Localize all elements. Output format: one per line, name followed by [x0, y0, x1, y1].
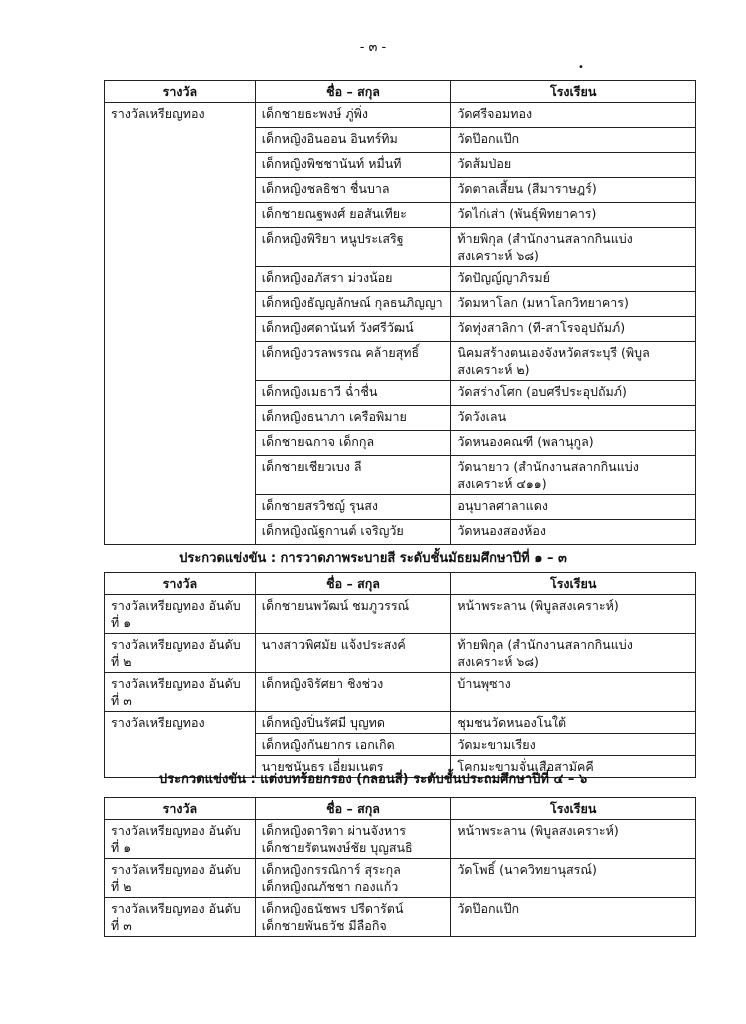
- school-cell: วัดหนองคณฑี (พลานุกูล): [451, 431, 696, 456]
- name-cell: เด็กหญิงจิรัศยา ชิงช่วง: [255, 673, 451, 712]
- school-cell: วัดนายาว (สำนักงานสลากกินแบ่ง สงเคราะห์ ๔๑๑): [451, 456, 696, 495]
- school-cell: วัดศรีจอมทอง: [451, 103, 696, 128]
- student-name-2: เด็กชายรัตนพงษ์ชัย บุญสนธิ: [261, 840, 413, 855]
- student-name-1: เด็กหญิงกรรณิการ์ สุระกุล: [261, 862, 401, 877]
- award-cell: รางวัลเหรียญทอง อันดับที่ ๒: [105, 634, 256, 673]
- school-cell: วัดหนองสองห้อง: [451, 520, 696, 545]
- name-cell: เด็กหญิงธนาภา เครือพิมาย: [255, 406, 451, 431]
- school-cell: วัดวังเลน: [451, 406, 696, 431]
- student-name-2: เด็กหญิงณภัชชา กองแก้ว: [261, 879, 399, 894]
- names-cell: [255, 859, 451, 898]
- school-cell: วัดสร่างโศก (อบศรีประอุปถัมภ์): [451, 381, 696, 406]
- name-cell: เด็กหญิงอภัสรา ม่วงน้อย: [255, 267, 451, 292]
- school-cell: วัดป๊อกแป๊ก: [451, 128, 696, 153]
- name-cell: เด็กหญิงชลธิชา ชื่นบาล: [255, 178, 451, 203]
- award-cell: รางวัลเหรียญทอง: [105, 103, 256, 545]
- name-cell: นางสาวพิศมัย แจ้งประสงค์: [255, 634, 451, 673]
- name-cell: เด็กชายณฐพงศ์ ยอสันเทียะ: [255, 203, 451, 228]
- table-row: [105, 859, 696, 898]
- name-cell: เด็กหญิงปิ่นรัศมี บุญทด: [255, 712, 451, 734]
- award-cell: รางวัลเหรียญทอง อันดับที่ ๓: [105, 898, 256, 937]
- table-row: [105, 103, 696, 128]
- name-cell: เด็กหญิงณัฐกานต์ เจริญวัย: [255, 520, 451, 545]
- school-cell: วัดมะขามเรียง: [451, 734, 696, 756]
- table-row: [105, 634, 696, 673]
- name-cell: นายชนันธร เอี่ยมเนตร: [255, 756, 451, 778]
- school-cell: หน้าพระลาน (พิบูลสงเคราะห์): [451, 820, 696, 859]
- table-row: [105, 820, 696, 859]
- name-cell: เด็กชายนพวัฒน์ ชมภูวรรณ์: [255, 595, 451, 634]
- student-name-2: เด็กชายพันธวัช มีลือกิจ: [261, 918, 387, 933]
- school-cell: วัดไก่เส่า (พันธุ์พิทยาคาร): [451, 203, 696, 228]
- results-table-2: [104, 572, 696, 778]
- table-row: [105, 712, 696, 734]
- school-cell: วัดทุ่งสาลิกา (ที-สาโรจอุปถัมภ์): [451, 317, 696, 342]
- header-school: โรงเรียน: [451, 573, 696, 595]
- school-cell: บ้านพุซาง: [451, 673, 696, 712]
- school-cell: วัดมหาโลก (มหาโลกวิทยาคาร): [451, 292, 696, 317]
- header-name: ชื่อ – สกุล: [255, 798, 451, 820]
- name-cell: เด็กหญิงวรลพรรณ คล้ายสุทธิ์: [255, 342, 451, 381]
- table-row: [105, 898, 696, 937]
- results-table-3: [104, 797, 696, 937]
- name-cell: เด็กชายธะพงษ์ ภู่พิ่ง: [255, 103, 451, 128]
- name-cell: เด็กหญิงศดานันท์ วังศรีวัฒน์: [255, 317, 451, 342]
- school-cell: ท้ายพิกุล (สำนักงานสลากกินแบ่ง สงเคราะห์ ๖๘): [451, 634, 696, 673]
- school-cell: หน้าพระลาน (พิบูลสงเคราะห์): [451, 595, 696, 634]
- header-school: โรงเรียน: [451, 81, 696, 103]
- school-cell: โคกมะขามจั่นเสือสามัคคี: [451, 756, 696, 778]
- school-cell: อนุบาลศาลาแดง: [451, 495, 696, 520]
- school-cell: ท้ายพิกุล (สำนักงานสลากกินแบ่ง สงเคราะห์ ๖๘): [451, 228, 696, 267]
- name-cell: เด็กชายเชียวเบง ลี: [255, 456, 451, 495]
- name-cell: เด็กหญิงกันยากร เอกเกิด: [255, 734, 451, 756]
- table-row: [105, 673, 696, 712]
- section-heading-2: ประกวดแข่งขัน : การวาดภาพระบายสี ระดับชั้นมัธยมศึกษาปีที่ ๑ – ๓: [179, 551, 567, 566]
- name-cell: เด็กหญิงธัญญลักษณ์ กุลธนภิญญา: [255, 292, 451, 317]
- school-cell: วัดปัญญ์ญาภิรมย์: [451, 267, 696, 292]
- school-cell: วัดตาลเสี้ยน (สีมาราษฎร์): [451, 178, 696, 203]
- award-cell: รางวัลเหรียญทอง อันดับที่ ๑: [105, 820, 256, 859]
- name-cell: เด็กหญิงอินออน อินทร์ทิม: [255, 128, 451, 153]
- header-name: ชื่อ – สกุล: [255, 573, 451, 595]
- page-number: - ๓ -: [359, 40, 387, 55]
- student-name-1: เด็กหญิงธนัชพร ปรีดารัตน์: [261, 901, 404, 916]
- header-award: รางวัล: [105, 81, 256, 103]
- award-cell: รางวัลเหรียญทอง อันดับที่ ๑: [105, 595, 256, 634]
- header-award: รางวัล: [105, 573, 256, 595]
- name-cell: เด็กชายสรวิชญ์ รุนสง: [255, 495, 451, 520]
- header-award: รางวัล: [105, 798, 256, 820]
- award-cell: รางวัลเหรียญทอง: [105, 712, 256, 778]
- school-cell: วัดโพธิ์ (นาควิทยานุสรณ์): [451, 859, 696, 898]
- school-cell: วัดส้มป่อย: [451, 153, 696, 178]
- table-row: [105, 595, 696, 634]
- student-name-1: เด็กหญิงดาริตา ผ่านจังหาร: [261, 823, 406, 838]
- school-cell: นิคมสร้างตนเองจังหวัดสระบุรี (พิบูลสงเคราะห์ ๒): [451, 342, 696, 381]
- names-cell: [255, 820, 451, 859]
- header-school: โรงเรียน: [451, 798, 696, 820]
- name-cell: เด็กชายฉกาจ เด็กกุล: [255, 431, 451, 456]
- names-cell: [255, 898, 451, 937]
- results-table-1: [104, 80, 696, 545]
- award-cell: รางวัลเหรียญทอง อันดับที่ ๓: [105, 673, 256, 712]
- header-name: ชื่อ – สกุล: [255, 81, 451, 103]
- section-heading-3: ประกวดแข่งขัน : แต่งบทร้อยกรอง (กลอนสี่) ระดับชั้นประถมศึกษาปีที่ ๔ – ๖: [158, 772, 588, 787]
- stray-mark: •: [578, 62, 584, 73]
- award-cell: รางวัลเหรียญทอง อันดับที่ ๒: [105, 859, 256, 898]
- name-cell: เด็กหญิงพิริยา หนูประเสริฐ: [255, 228, 451, 267]
- school-cell: วัดป๊อกแป๊ก: [451, 898, 696, 937]
- name-cell: เด็กหญิงพิชชานันท์ หมื่นที: [255, 153, 451, 178]
- school-cell: ชุมชนวัดหนองโนใต้: [451, 712, 696, 734]
- name-cell: เด็กหญิงเมธาวี ฉ่ำชื่น: [255, 381, 451, 406]
